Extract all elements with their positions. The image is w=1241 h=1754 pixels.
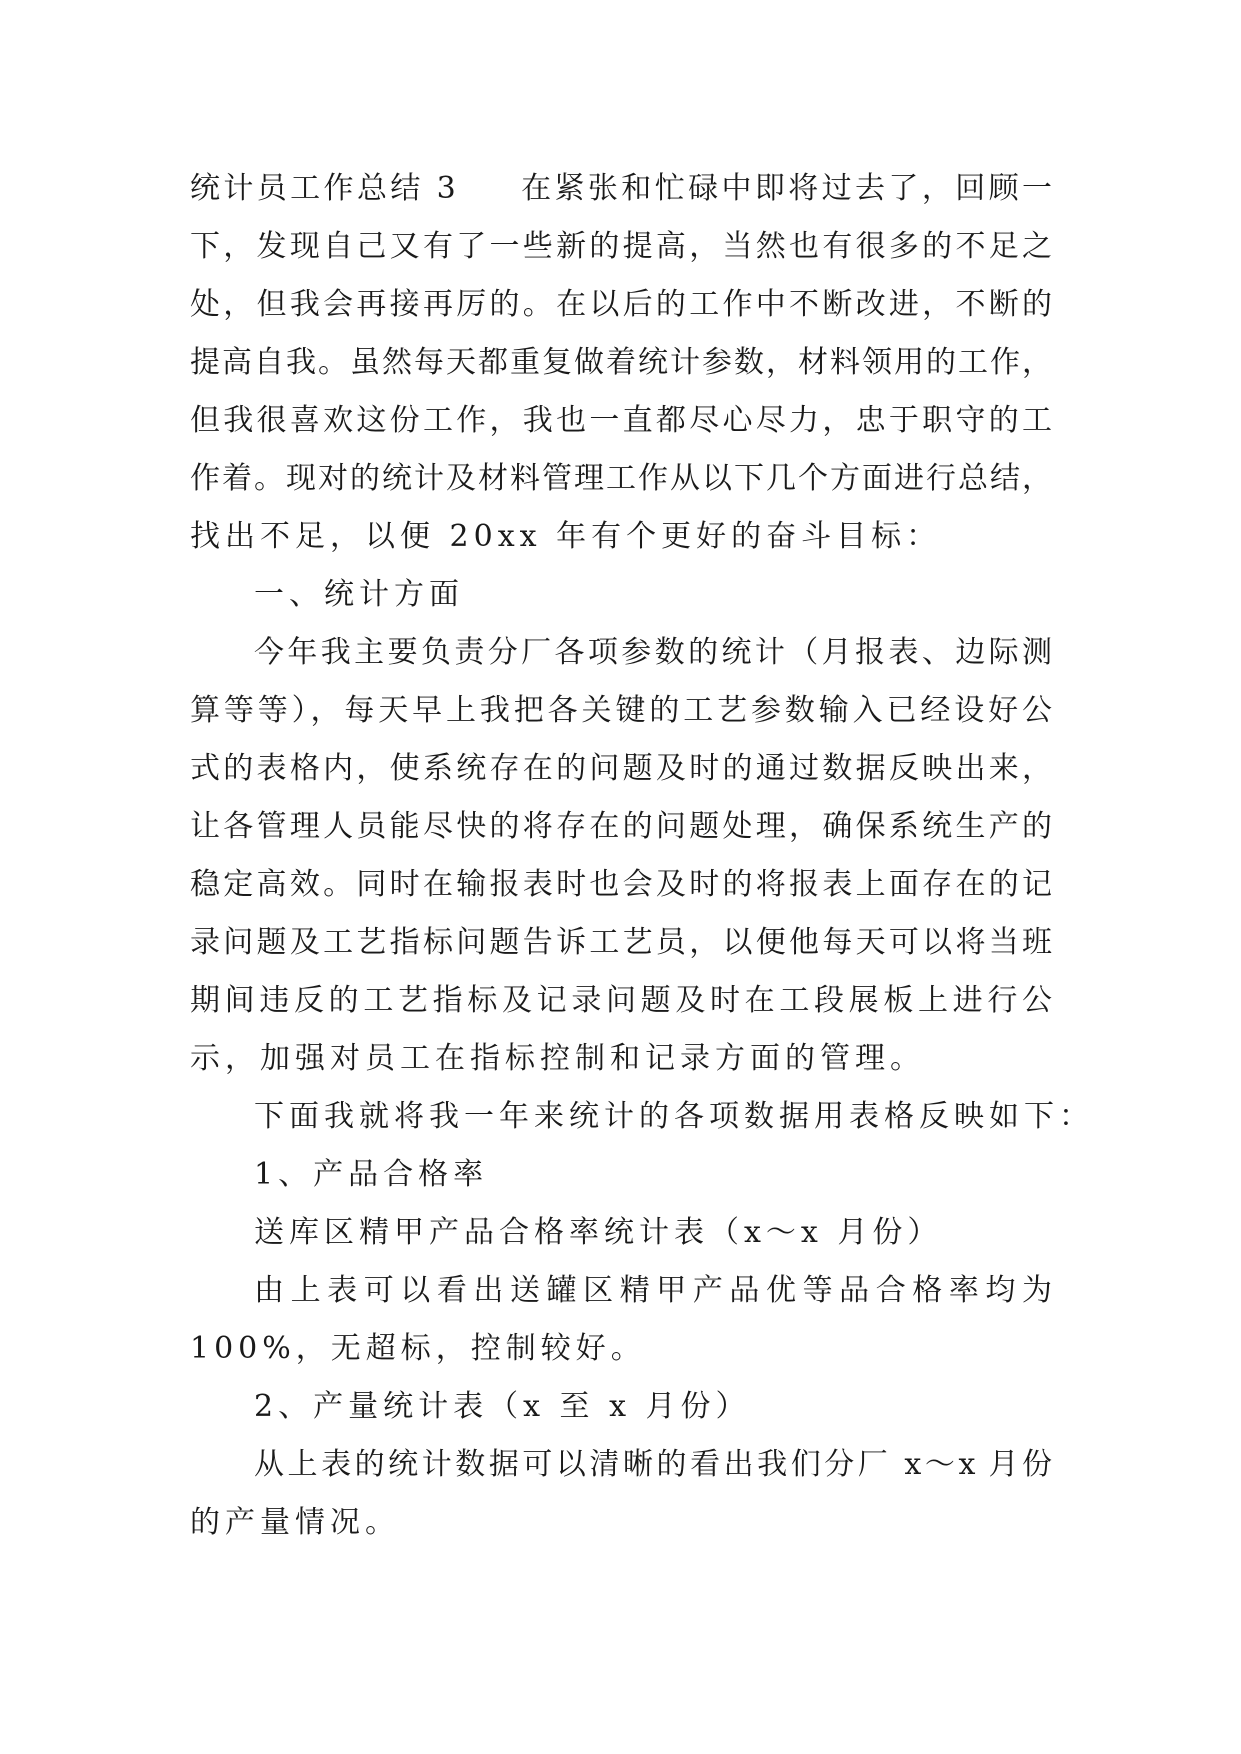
- stats-paragraph-line-2: 算等等），每天早上我把各关键的工艺参数输入已经设好公: [190, 693, 1052, 728]
- intro-line-2: 下，发现自己又有了一些新的提高，当然也有很多的不足之: [190, 229, 1052, 264]
- stats-paragraph-line-3: 式的表格内，使系统存在的问题及时的通过数据反映出来，: [190, 751, 1052, 786]
- stats-paragraph-line-4: 让各管理人员能尽快的将存在的问题处理，确保系统生产的: [190, 809, 1052, 844]
- intro-line-1: [190, 160, 1052, 218]
- intro-line-3: 处，但我会再接再厉的。在以后的工作中不断改进，不断的: [190, 287, 1052, 322]
- document-page: [190, 160, 1094, 1552]
- intro-line-4: 提高自我。虽然每天都重复做着统计参数，材料领用的工作，: [190, 345, 1052, 380]
- document-title: 统计员工作总结 3: [190, 171, 456, 206]
- intro-line-5: 但我很喜欢这份工作，我也一直都尽心尽力，忠于职守的工: [190, 403, 1052, 438]
- intro-line-1-text: 在紧张和忙碌中即将过去了，回顾一: [517, 171, 1052, 206]
- output-paragraph-line-2: 的产量情况。: [190, 1505, 400, 1540]
- section-heading-statistics: 一、统计方面: [254, 577, 464, 612]
- pass-rate-paragraph-line-1: 由上表可以看出送罐区精甲产品优等品合格率均为: [254, 1273, 1052, 1308]
- intro-line-6: 作着。现对的统计及材料管理工作从以下几个方面进行总结，: [190, 461, 1052, 496]
- pass-rate-paragraph-line-2: 100%，无超标，控制较好。: [190, 1331, 646, 1366]
- output-paragraph-line-1: 从上表的统计数据可以清晰的看出我们分厂 x～x 月份: [254, 1447, 1052, 1482]
- item-heading-pass-rate: 1、产品合格率: [254, 1157, 489, 1192]
- table-caption-pass-rate: 送库区精甲产品合格率统计表（x～x 月份）: [254, 1215, 943, 1250]
- stats-paragraph-line-8: 示，加强对员工在指标控制和记录方面的管理。: [190, 1041, 925, 1076]
- intro-line-7: 找出不足，以便 20xx 年有个更好的奋斗目标：: [190, 519, 942, 554]
- tables-intro-line: 下面我就将我一年来统计的各项数据用表格反映如下：: [254, 1099, 1094, 1134]
- item-heading-output: 2、产量统计表（x 至 x 月份）: [254, 1389, 751, 1424]
- stats-paragraph-line-5: 稳定高效。同时在输报表时也会及时的将报表上面存在的记: [190, 867, 1052, 902]
- stats-paragraph-line-6: 录问题及工艺指标问题告诉工艺员，以便他每天可以将当班: [190, 925, 1052, 960]
- stats-paragraph-line-7: 期间违反的工艺指标及记录问题及时在工段展板上进行公: [190, 983, 1052, 1018]
- stats-paragraph-line-1: 今年我主要负责分厂各项参数的统计（月报表、边际测: [254, 635, 1052, 670]
